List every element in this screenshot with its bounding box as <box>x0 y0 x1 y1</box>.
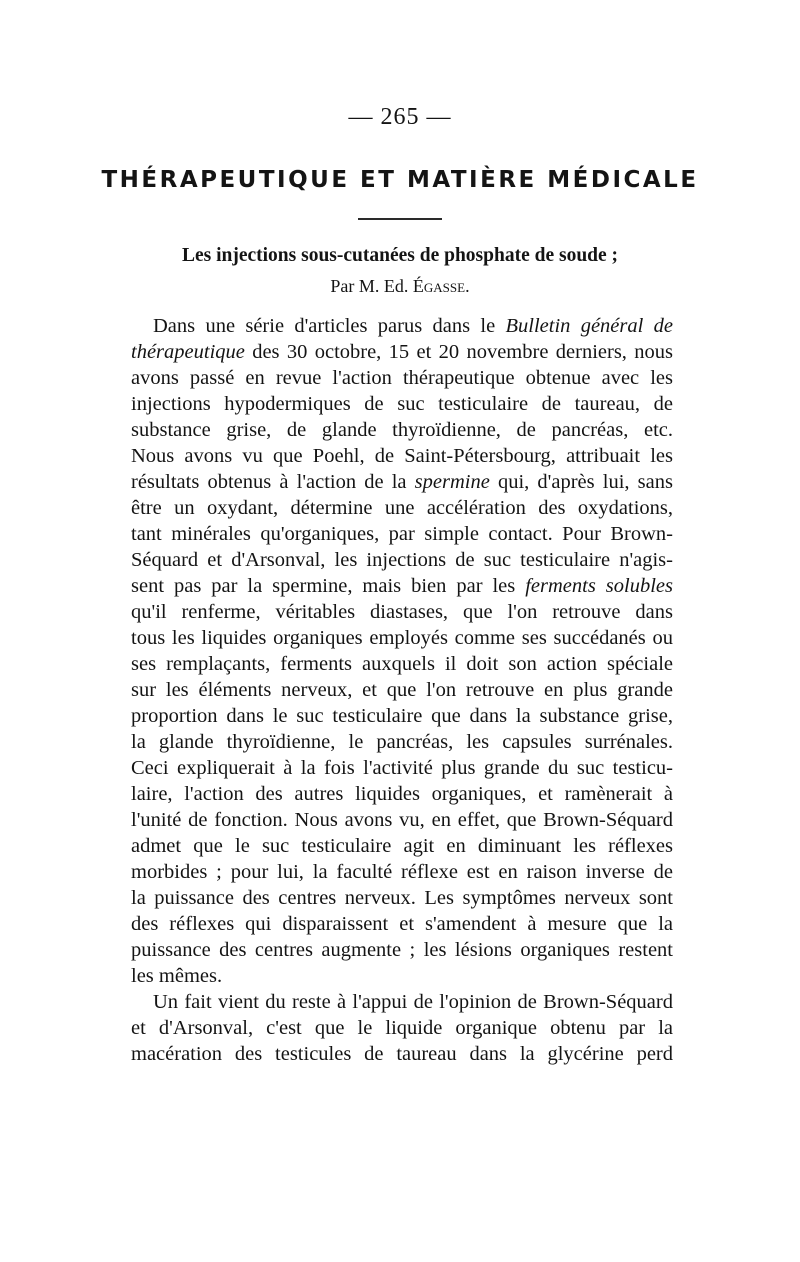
text-line: tous les liquides organiques employés comme ses succédanés ou <box>131 627 673 649</box>
text-line: des réflexes qui disparaissent et s'amendent à mesure que la <box>131 913 673 935</box>
term-italic: ferments solubles <box>525 575 673 597</box>
text-line: puissance des centres augmente ; les lésions organiques restent <box>131 939 673 961</box>
text-segment: résultats obtenus à l'action de la <box>131 471 415 493</box>
title-rule-divider <box>358 218 442 220</box>
text-line: Ceci expliquerait à la fois l'activité plus grande du suc testicu- <box>131 757 673 779</box>
text-line <box>131 313 673 339</box>
byline <box>0 276 800 297</box>
article-title: Les injections sous-cutanées de phosphate de soude ; <box>181 245 619 266</box>
text-line <box>131 573 673 599</box>
text-line: proportion dans le suc testiculaire que dans la substance grise, <box>131 705 673 727</box>
journal-title-italic: thérapeutique <box>131 341 245 363</box>
text-line: la puissance des centres nerveux. Les symptômes nerveux sont <box>131 887 673 909</box>
text-line: l'unité de fonction. Nous avons vu, en effet, que Brown-Séquard <box>131 809 673 831</box>
text-line: avons passé en revue l'action thérapeutique obtenue avec les <box>131 367 673 389</box>
text-segment: des 30 octobre, 15 et 20 novembre derniers, nous <box>244 341 673 363</box>
text-line: tant minérales qu'organiques, par simple contact. Pour Brown- <box>131 523 673 545</box>
text-line: admet que le suc testiculaire agit en diminuant les réflexes <box>131 835 673 857</box>
journal-title-italic: Bulletin général de <box>505 315 673 337</box>
section-title: THÉRAPEUTIQUE ET MATIÈRE MÉDICALE <box>101 167 699 193</box>
text-line: substance grise, de glande thyroïdienne, de pancréas, etc. <box>131 419 673 441</box>
text-line: qu'il renferme, véritables diastases, que l'on retrouve dans <box>131 601 673 623</box>
text-segment: sent pas par la spermine, mais bien par les <box>131 575 526 597</box>
text-line: sur les éléments nerveux, et que l'on retrouve en plus grande <box>131 679 673 701</box>
text-line: injections hypodermiques de suc testiculaire de taureau, de <box>131 393 673 415</box>
text-line: morbides ; pour lui, la faculté réflexe est en raison inverse de <box>131 861 673 883</box>
text-line: les mêmes. <box>131 965 223 987</box>
text-line <box>131 469 673 495</box>
text-line: être un oxydant, détermine une accélération des oxydations, <box>131 497 673 519</box>
text-line: macération des testicules de taureau dans la glycérine perd <box>131 1043 673 1065</box>
text-line: laire, l'action des autres liquides organiques, et ramènerait à <box>131 783 673 805</box>
page-number: — 265 — <box>348 104 452 130</box>
text-line: Nous avons vu que Poehl, de Saint-Pétersbourg, attribuait les <box>131 445 673 467</box>
text-segment: Dans une série d'articles parus dans le <box>153 315 506 337</box>
text-line: Séquard et d'Arsonval, les injections de suc testiculaire n'agis- <box>131 549 673 571</box>
term-italic: spermine <box>414 471 490 493</box>
text-line: Un fait vient du reste à l'appui de l'opinion de Brown-Séquard <box>153 991 673 1013</box>
text-line: et d'Arsonval, c'est que le liquide organique obtenu par la <box>131 1017 673 1039</box>
byline-prefix: Par M. Ed. <box>330 276 413 296</box>
text-line: la glande thyroïdienne, le pancréas, les capsules surrénales. <box>131 731 673 753</box>
body-text <box>131 313 673 1067</box>
text-line <box>131 339 673 365</box>
text-line: ses remplaçants, ferments auxquels il doit son action spéciale <box>131 653 673 675</box>
text-segment: qui, d'après lui, sans <box>489 471 673 493</box>
byline-author: Égasse. <box>412 276 470 296</box>
